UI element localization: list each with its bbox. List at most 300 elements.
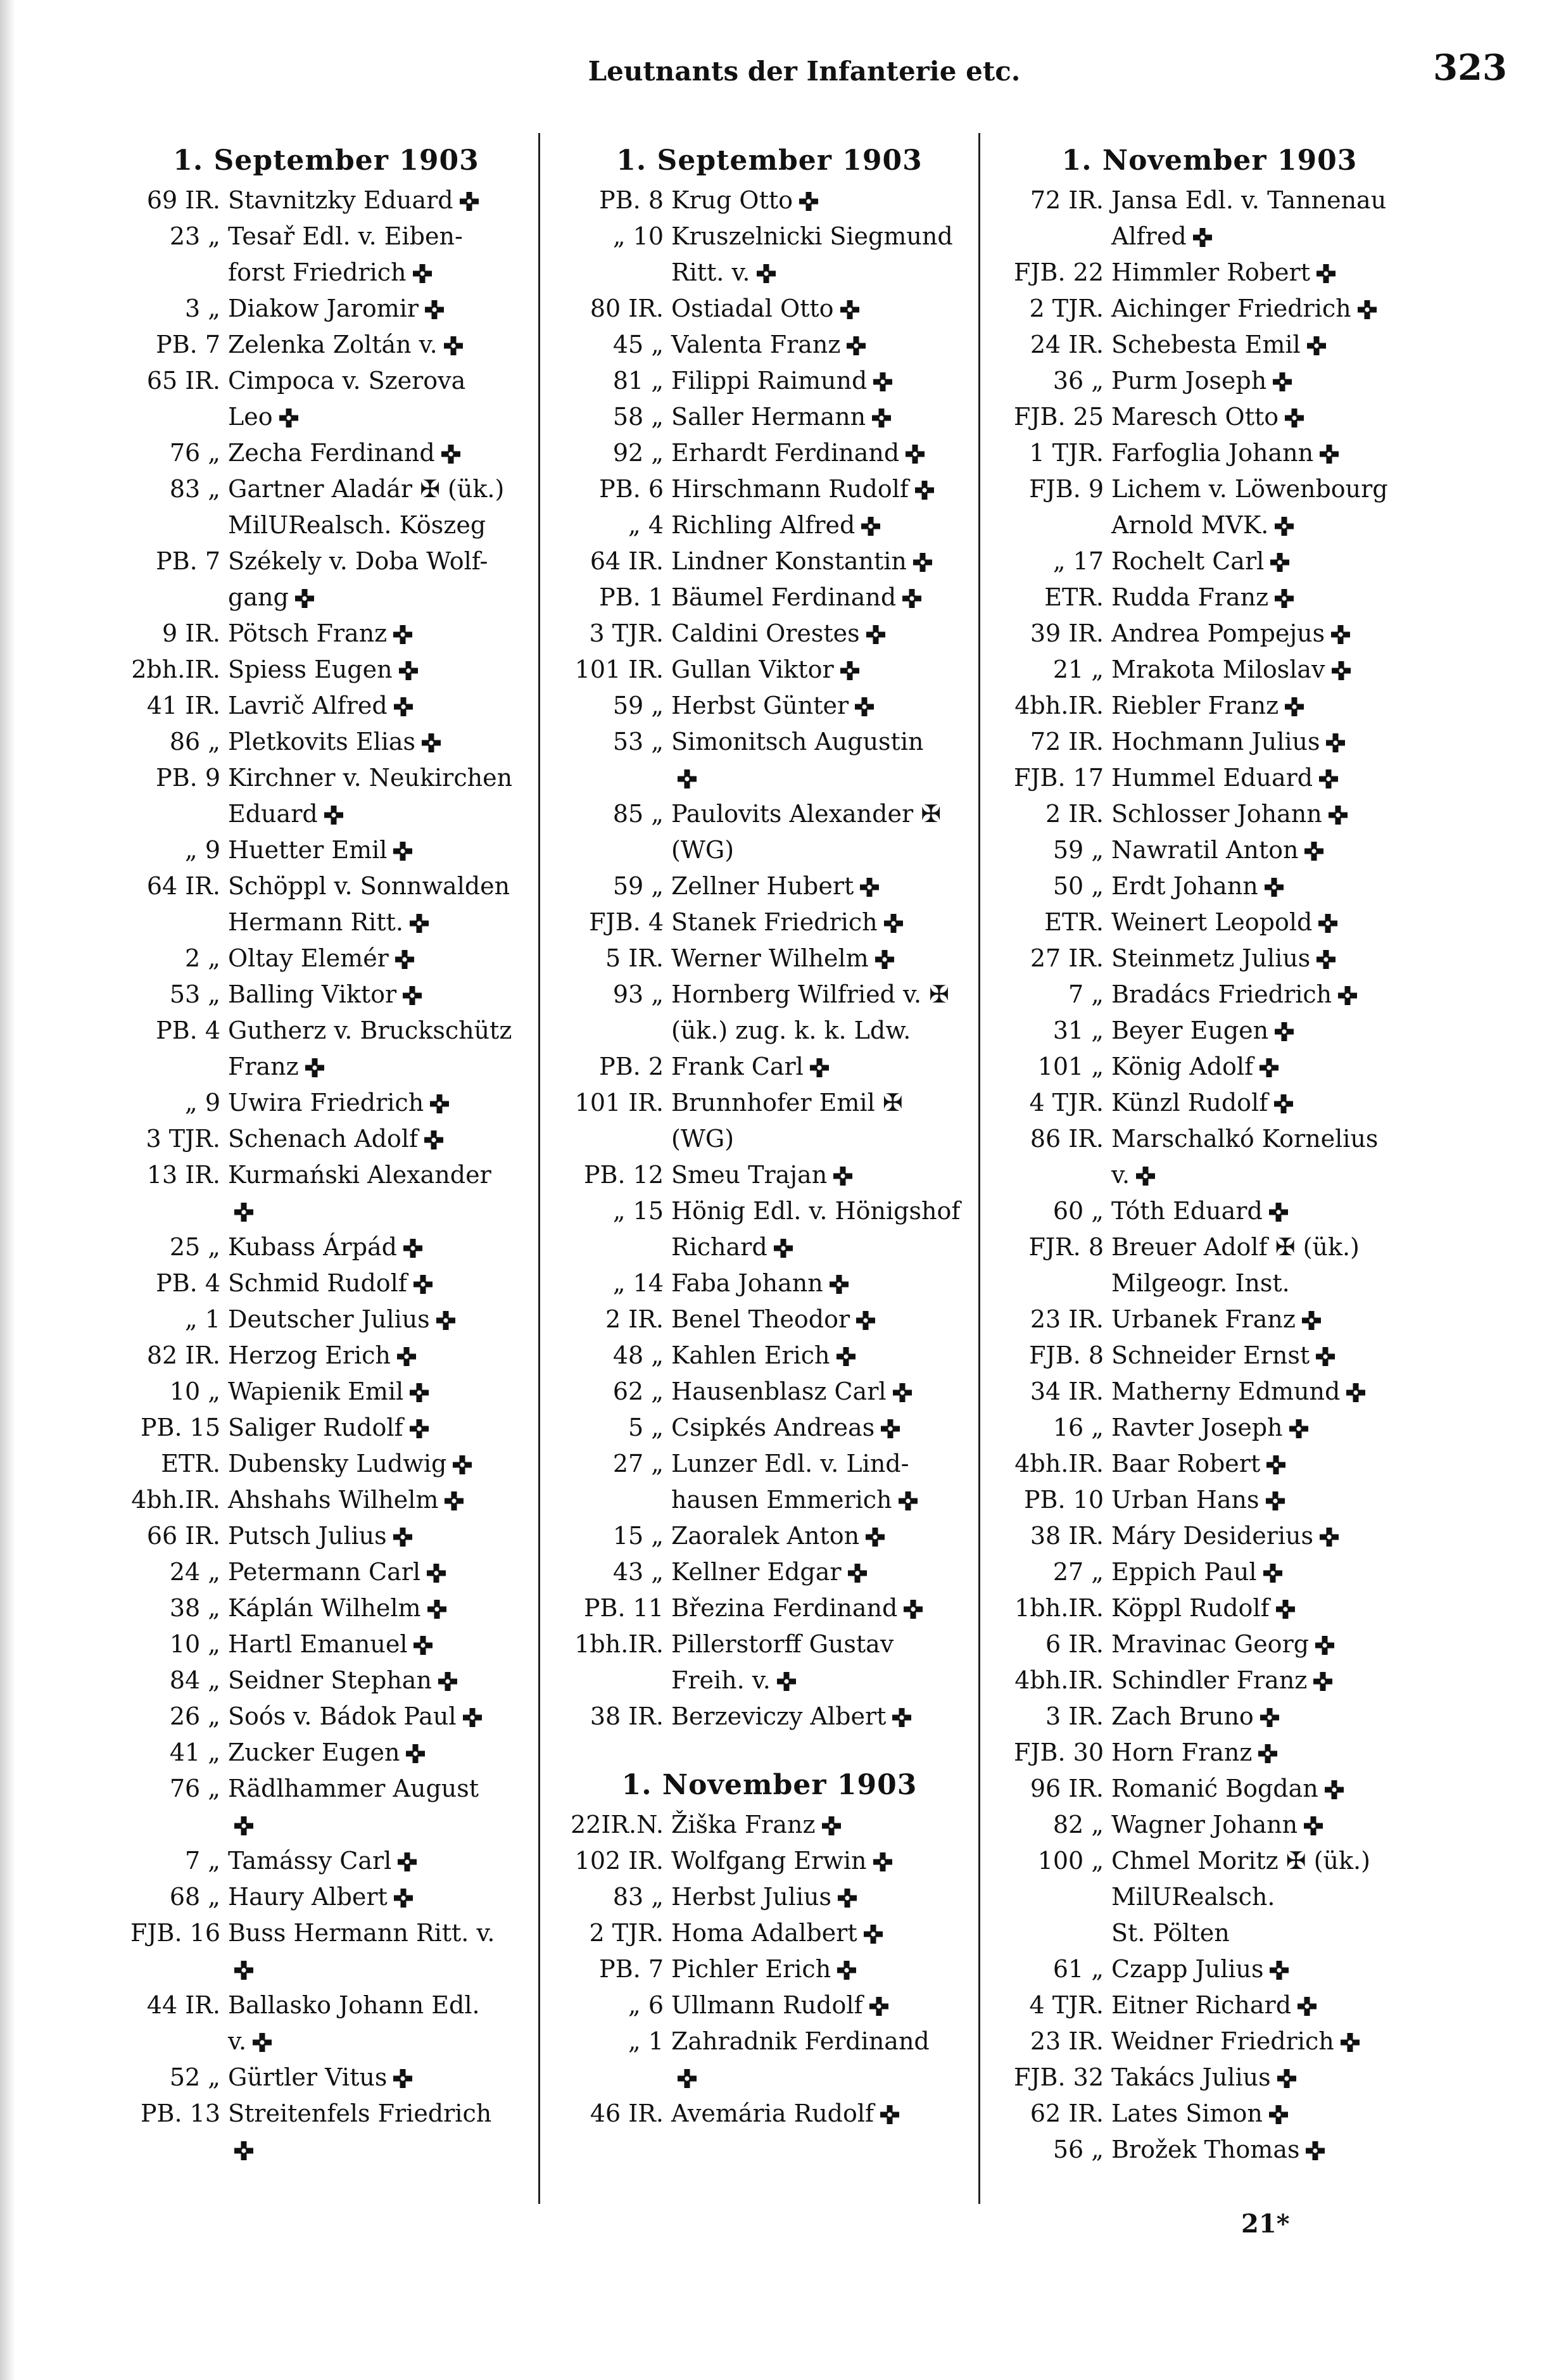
officer-name-line — [671, 1374, 988, 1410]
officer-name-line — [671, 1951, 988, 1987]
officer-name-line — [671, 1518, 988, 1554]
cross-of-merit-icon — [1258, 1744, 1277, 1763]
cross-of-merit-icon — [1275, 517, 1294, 536]
cross-of-merit-icon — [253, 2033, 272, 2052]
officer-name-text: Balling Viktor — [228, 980, 397, 1008]
cross-of-merit-icon — [279, 408, 298, 427]
list-item — [991, 1626, 1428, 1662]
cross-of-merit-icon — [324, 806, 343, 825]
officer-name-line — [1111, 218, 1428, 255]
section-spacer — [551, 1735, 988, 1764]
officer-name-line — [1111, 760, 1428, 796]
officer-name-line — [671, 1662, 988, 1699]
officer-name-text: Gartner Aladár ✠ (ük.) — [228, 475, 505, 503]
officer-name-line — [1111, 1987, 1428, 2023]
officer-name-text: Ostiadal Otto — [671, 294, 834, 322]
officer-name-text: Mrakota Miloslav — [1111, 655, 1325, 683]
officer-name-line — [228, 507, 545, 543]
unit-label: PB. 8 — [599, 186, 664, 214]
unit-label: 3 TJR. — [146, 1125, 220, 1153]
unit-label: FJR. 8 — [1028, 1233, 1104, 1261]
cross-of-merit-icon — [436, 1311, 455, 1330]
unit-label: 48 „ — [612, 1341, 664, 1369]
cross-of-merit-icon — [1266, 1455, 1285, 1474]
scan-edge-shadow — [0, 0, 15, 2380]
list-item — [551, 652, 988, 688]
officer-name-line — [228, 1085, 545, 1121]
officer-name-line — [671, 760, 988, 796]
cross-of-merit-icon — [875, 950, 894, 969]
list-item — [108, 543, 545, 616]
unit-label: „ 1 — [185, 1305, 220, 1333]
list-item — [108, 1843, 545, 1879]
list-item — [991, 796, 1428, 832]
unit-label: 24 IR. — [1030, 331, 1104, 358]
cross-of-merit-icon — [873, 1852, 892, 1871]
officer-name-text: Frank Carl — [671, 1053, 804, 1080]
officer-name-line — [228, 1013, 545, 1049]
officer-name-line — [671, 435, 988, 471]
unit-label: PB. 7 — [156, 547, 220, 575]
list-item — [551, 1518, 988, 1554]
list-item — [551, 1807, 988, 1843]
officer-name-text: Jansa Edl. v. Tannenau — [1111, 186, 1387, 214]
officer-name-line — [1111, 1049, 1428, 1085]
cross-of-merit-icon — [873, 372, 892, 391]
list-item — [108, 1915, 545, 1987]
officer-name-text: Lunzer Edl. v. Lind- — [671, 1450, 909, 1478]
list-item — [551, 1626, 988, 1699]
list-item — [108, 1446, 545, 1482]
list-item — [108, 616, 545, 652]
officer-name-text: Soós v. Bádok Paul — [228, 1702, 457, 1730]
officer-name-text: Hartl Emanuel — [228, 1630, 408, 1658]
officer-name-line — [1111, 1662, 1428, 1699]
list-item — [108, 1085, 545, 1121]
unit-label: 76 „ — [169, 439, 220, 467]
unit-label: 68 „ — [169, 1883, 220, 1911]
officer-name-text: Kurmański Alexander — [228, 1161, 491, 1189]
officer-name-line — [671, 579, 988, 616]
officer-name-line — [1111, 724, 1428, 760]
list-item — [108, 1410, 545, 1446]
cross-of-merit-icon — [413, 264, 432, 283]
list-item — [108, 1229, 545, 1265]
cross-of-merit-icon — [777, 1672, 796, 1691]
officer-list — [108, 182, 545, 2168]
officer-name-line — [671, 1554, 988, 1590]
officer-name-line — [228, 399, 545, 435]
officer-name-line — [671, 1338, 988, 1374]
unit-label: 86 „ — [169, 728, 220, 756]
cross-of-merit-icon — [1313, 1672, 1332, 1691]
list-item — [108, 1626, 545, 1662]
officer-name-line — [671, 1626, 988, 1662]
unit-label: 9 IR. — [162, 619, 220, 647]
list-item — [991, 1662, 1428, 1699]
unit-label: 64 IR. — [590, 547, 664, 575]
officer-name-line — [1111, 1843, 1428, 1879]
unit-label: 83 „ — [169, 475, 220, 503]
officer-name-text: Petermann Carl — [228, 1558, 421, 1586]
list-item — [108, 471, 545, 543]
officer-name-line — [228, 1626, 545, 1662]
officer-name-line — [228, 1338, 545, 1374]
officer-name-text: Urbanek Franz — [1111, 1305, 1296, 1333]
cross-of-merit-icon — [880, 2105, 899, 2124]
list-item — [991, 1446, 1428, 1482]
cross-of-merit-icon — [1358, 300, 1377, 319]
officer-name-line — [671, 652, 988, 688]
officer-name-text: Franz — [228, 1053, 299, 1080]
officer-name-line — [1111, 616, 1428, 652]
officer-name-line — [671, 1121, 988, 1157]
officer-name-text: MilURealsch. Köszeg — [228, 511, 486, 539]
unit-label: 80 IR. — [590, 294, 664, 322]
cross-of-merit-icon — [393, 2069, 412, 2088]
list-item — [551, 940, 988, 977]
officer-name-line — [228, 1987, 545, 2023]
officer-name-text: Benel Theodor — [671, 1305, 850, 1333]
unit-label: 5 „ — [628, 1414, 664, 1441]
officer-name-line — [671, 940, 988, 977]
list-item — [991, 2023, 1428, 2060]
list-item — [551, 1699, 988, 1735]
list-item — [551, 616, 988, 652]
unit-label: 3 TJR. — [589, 619, 664, 647]
officer-name-text: Tóth Eduard — [1111, 1197, 1263, 1225]
officer-name-text: Hummel Eduard — [1111, 764, 1313, 792]
officer-name-text: Hönig Edl. v. Hönigshof — [671, 1197, 961, 1225]
unit-label: 62 „ — [612, 1377, 664, 1405]
officer-name-line — [1111, 1626, 1428, 1662]
unit-label: 15 „ — [612, 1522, 664, 1550]
list-item — [991, 1049, 1428, 1085]
list-item — [991, 435, 1428, 471]
officer-name-line — [671, 1229, 988, 1265]
officer-name-text: Deutscher Julius — [228, 1305, 430, 1333]
officer-name-text: gang — [228, 583, 289, 611]
officer-name-text: Gutherz v. Bruckschütz — [228, 1016, 512, 1044]
officer-name-text: Hochmann Julius — [1111, 728, 1320, 756]
officer-name-line — [1111, 2023, 1428, 2060]
unit-label: 41 „ — [169, 1738, 220, 1766]
officer-name-text: Saliger Rudolf — [228, 1414, 403, 1441]
officer-name-text: Hirschmann Rudolf — [671, 475, 909, 503]
list-item — [991, 1193, 1428, 1229]
list-item — [108, 1699, 545, 1735]
unit-label: 72 IR. — [1030, 728, 1104, 756]
officer-name-text: Herbst Günter — [671, 692, 849, 719]
officer-name-text: Erhardt Ferdinand — [671, 439, 900, 467]
cross-of-merit-icon — [394, 1889, 413, 1908]
officer-name-line — [228, 1915, 545, 1951]
officer-name-line — [228, 471, 545, 507]
officer-name-line — [671, 688, 988, 724]
unit-label: 23 IR. — [1030, 2027, 1104, 2055]
officer-name-line — [671, 1085, 988, 1121]
column-3 — [991, 139, 1428, 2168]
list-item — [551, 1843, 988, 1879]
cross-of-merit-icon — [414, 1275, 433, 1294]
officer-name-line — [228, 218, 545, 255]
officer-name-text: Freih. v. — [671, 1666, 771, 1694]
officer-name-line — [228, 363, 545, 399]
list-item — [991, 977, 1428, 1013]
list-item — [991, 760, 1428, 796]
officer-list — [991, 182, 1428, 2168]
cross-of-merit-icon — [441, 445, 460, 464]
unit-label: 2 TJR. — [589, 1919, 664, 1947]
unit-label: FJB. 8 — [1029, 1341, 1104, 1369]
unit-label: 2 „ — [185, 944, 220, 972]
cross-of-merit-icon — [1266, 1491, 1285, 1510]
cross-of-merit-icon — [430, 1094, 449, 1113]
officer-name-line — [228, 1699, 545, 1735]
list-item — [551, 182, 988, 218]
unit-label: 65 IR. — [146, 367, 220, 395]
officer-name-line — [671, 471, 988, 507]
cross-of-merit-icon — [1341, 2033, 1360, 2052]
officer-name-text: Spiess Eugen — [228, 655, 393, 683]
officer-name-text: Simonitsch Augustin — [671, 728, 924, 756]
officer-name-line — [228, 1121, 545, 1157]
officer-name-line — [228, 2023, 545, 2060]
unit-label: PB. 11 — [583, 1594, 664, 1622]
officer-name-line — [671, 868, 988, 904]
officer-list — [551, 1807, 988, 2132]
cross-of-merit-icon — [1298, 1997, 1317, 2016]
officer-name-line — [671, 904, 988, 940]
officer-name-text: St. Pölten — [1111, 1919, 1230, 1947]
officer-name-line — [671, 363, 988, 399]
officer-name-line — [228, 2096, 545, 2132]
cross-of-merit-icon — [810, 1058, 829, 1077]
officer-name-line — [671, 1013, 988, 1049]
list-item — [551, 327, 988, 363]
cross-of-merit-icon — [399, 661, 418, 680]
officer-name-text: Künzl Rudolf — [1111, 1089, 1268, 1117]
cross-of-merit-icon — [460, 192, 479, 211]
officer-name-line — [228, 1518, 545, 1554]
cross-of-merit-icon — [860, 878, 879, 897]
list-item — [991, 182, 1428, 255]
list-item — [551, 291, 988, 327]
list-item — [551, 1951, 988, 1987]
cross-of-merit-icon — [424, 1130, 443, 1149]
list-item — [991, 1807, 1428, 1843]
officer-name-line — [228, 1482, 545, 1518]
officer-name-text: Horn Franz — [1111, 1738, 1253, 1766]
officer-name-line — [1111, 435, 1428, 471]
unit-label: FJB. 32 — [1013, 2063, 1104, 2091]
cross-of-merit-icon — [799, 192, 818, 211]
officer-name-line — [1111, 543, 1428, 579]
cross-of-merit-icon — [913, 553, 932, 572]
list-item — [108, 1121, 545, 1157]
officer-name-text: Wapienik Emil — [228, 1377, 404, 1405]
officer-name-text: Schmid Rudolf — [228, 1269, 407, 1297]
cross-of-merit-icon — [234, 1816, 253, 1835]
officer-name-line — [1111, 1554, 1428, 1590]
list-item — [108, 291, 545, 327]
list-item — [991, 1951, 1428, 1987]
cross-of-merit-icon — [902, 589, 921, 608]
cross-of-merit-icon — [1302, 1311, 1321, 1330]
list-item — [108, 1771, 545, 1843]
cross-of-merit-icon — [1346, 1383, 1365, 1402]
unit-label: PB. 13 — [140, 2099, 220, 2127]
list-item — [551, 507, 988, 543]
officer-name-line — [228, 977, 545, 1013]
officer-name-text: Buss Hermann Ritt. v. — [228, 1919, 495, 1947]
officer-name-line — [228, 1662, 545, 1699]
officer-name-text: Schöppl v. Sonnwalden — [228, 872, 510, 900]
list-item — [551, 796, 988, 868]
list-item — [991, 1482, 1428, 1518]
cross-of-merit-icon — [1320, 445, 1339, 464]
officer-name-line — [1111, 940, 1428, 977]
unit-label: 27 „ — [1052, 1558, 1104, 1586]
cross-of-merit-icon — [1270, 553, 1289, 572]
unit-label: 23 IR. — [1030, 1305, 1104, 1333]
officer-name-line — [1111, 255, 1428, 291]
list-item — [991, 904, 1428, 940]
officer-name-line — [671, 977, 988, 1013]
officer-name-line — [671, 543, 988, 579]
officer-name-text: Faba Johann — [671, 1269, 823, 1297]
officer-name-line — [671, 1482, 988, 1518]
officer-name-line — [228, 868, 545, 904]
list-item — [991, 1229, 1428, 1301]
officer-name-text: Pillerstorff Gustav — [671, 1630, 894, 1658]
unit-label: 100 „ — [1037, 1847, 1104, 1875]
officer-name-line — [1111, 977, 1428, 1013]
officer-name-line — [228, 760, 545, 796]
list-item — [551, 579, 988, 616]
unit-label: FJB. 16 — [130, 1919, 220, 1947]
unit-label: 1bh.IR. — [1014, 1594, 1104, 1622]
officer-name-line — [1111, 2096, 1428, 2132]
cross-of-merit-icon — [1307, 336, 1326, 355]
unit-label: 31 „ — [1052, 1016, 1104, 1044]
cross-of-merit-icon — [234, 2141, 253, 2160]
list-item — [108, 218, 545, 291]
unit-label: „ 10 — [612, 222, 664, 250]
officer-name-line — [228, 1265, 545, 1301]
officer-name-text: Káplán Wilhelm — [228, 1594, 421, 1622]
unit-label: 101 „ — [1037, 1053, 1104, 1080]
officer-name-line — [228, 1771, 545, 1807]
cross-of-merit-icon — [394, 697, 413, 716]
officer-name-line — [228, 616, 545, 652]
list-item — [108, 2060, 545, 2096]
unit-label: 1 TJR. — [1029, 439, 1104, 467]
officer-name-text: Chmel Moritz ✠ (ük.) — [1111, 1847, 1370, 1875]
unit-label: 6 IR. — [1045, 1630, 1104, 1658]
unit-label: PB. 1 — [599, 583, 664, 611]
officer-name-line — [228, 1735, 545, 1771]
list-item — [551, 724, 988, 796]
officer-name-line — [228, 724, 545, 760]
officer-name-line — [671, 616, 988, 652]
cross-of-merit-icon — [444, 336, 463, 355]
cross-of-merit-icon — [410, 1383, 429, 1402]
cross-of-merit-icon — [1317, 950, 1336, 969]
officer-name-text: Maresch Otto — [1111, 403, 1279, 431]
officer-name-text: Arnold MVK. — [1111, 511, 1269, 539]
unit-label: PB. 9 — [156, 764, 220, 792]
officer-name-line — [1111, 1915, 1428, 1951]
unit-label: 23 „ — [169, 222, 220, 250]
unit-label: 4bh.IR. — [1014, 692, 1104, 719]
cross-of-merit-icon — [774, 1239, 793, 1258]
list-item — [108, 1590, 545, 1626]
cross-of-merit-icon — [1331, 625, 1350, 644]
officer-name-text: Schneider Ernst — [1111, 1341, 1310, 1369]
officer-name-line — [1111, 1482, 1428, 1518]
officer-name-text: Zecha Ferdinand — [228, 439, 435, 467]
cross-of-merit-icon — [1273, 372, 1292, 391]
cross-of-merit-icon — [1269, 2105, 1288, 2124]
officer-name-text: Zellner Hubert — [671, 872, 854, 900]
officer-name-line — [228, 1951, 545, 1987]
officer-name-text: Farfoglia Johann — [1111, 439, 1314, 467]
officer-name-text: Tesař Edl. v. Eiben- — [228, 222, 463, 250]
cross-of-merit-icon — [1316, 1347, 1335, 1366]
officer-name-text: Köppl Rudolf — [1111, 1594, 1270, 1622]
list-item — [108, 1482, 545, 1518]
cross-of-merit-icon — [906, 445, 925, 464]
officer-name-text: Saller Hermann — [671, 403, 866, 431]
officer-name-text: Zucker Eugen — [228, 1738, 400, 1766]
cross-of-merit-icon — [393, 1528, 412, 1547]
cross-of-merit-icon — [1275, 1022, 1294, 1041]
cross-of-merit-icon — [1306, 2141, 1325, 2160]
cross-of-merit-icon — [915, 481, 934, 500]
officer-name-text: Paulovits Alexander ✠ — [671, 800, 942, 828]
list-item — [991, 868, 1428, 904]
unit-label: 4bh.IR. — [1014, 1450, 1104, 1478]
list-item — [551, 1374, 988, 1410]
cross-of-merit-icon — [1318, 914, 1337, 933]
list-item — [991, 291, 1428, 327]
officer-name-text: Zaoralek Anton — [671, 1522, 860, 1550]
officer-name-text: Pötsch Franz — [228, 619, 388, 647]
cross-of-merit-icon — [1260, 1708, 1279, 1727]
unit-label: 4bh.IR. — [1014, 1666, 1104, 1694]
officer-name-text: hausen Emmerich — [671, 1486, 892, 1514]
list-item — [991, 255, 1428, 291]
officer-name-line — [1111, 2060, 1428, 2096]
unit-label: 38 „ — [169, 1594, 220, 1622]
officer-name-line — [1111, 1301, 1428, 1338]
unit-label: FJB. 4 — [589, 908, 664, 936]
cross-of-merit-icon — [757, 264, 776, 283]
officer-name-line — [1111, 1085, 1428, 1121]
list-item — [991, 2132, 1428, 2168]
officer-name-text: Valenta Franz — [671, 331, 841, 358]
list-item — [991, 1518, 1428, 1554]
officer-name-text: Uwira Friedrich — [228, 1089, 424, 1117]
unit-label: 82 „ — [1052, 1811, 1104, 1839]
list-item — [991, 1735, 1428, 1771]
cross-of-merit-icon — [884, 914, 903, 933]
officer-name-text: Brožek Thomas — [1111, 2136, 1300, 2163]
officer-name-line — [228, 796, 545, 832]
officer-name-text: Czapp Julius — [1111, 1955, 1264, 1983]
cross-of-merit-icon — [1320, 1528, 1339, 1547]
